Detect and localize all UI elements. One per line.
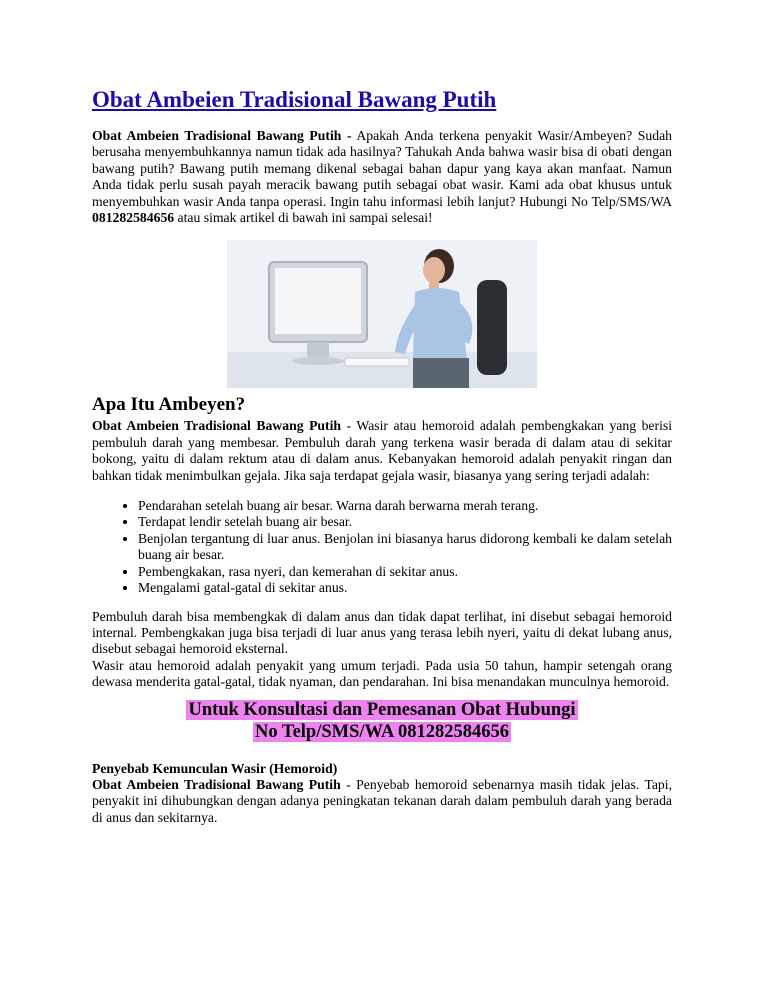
list-item: • Benjolan tergantung di luar anus. Benjolan ini biasanya harus didorong kembali ke dalam setelah buang air besar. <box>138 531 672 564</box>
list-item: • Terdapat lendir setelah buang air besar. <box>138 514 672 530</box>
callout-line-1: Untuk Konsultasi dan Pemesanan Obat Hubungi <box>188 699 576 720</box>
list-item: • Mengalami gatal-gatal di sekitar anus. <box>138 580 672 596</box>
document-page <box>92 86 672 826</box>
list-item: • Pembengkakan, rasa nyeri, dan kemerahan di sekitar anus. <box>138 564 672 580</box>
section2-text: - Penyebab hemoroid sebenarnya masih tidak jelas. Tapi, penyakit ini dihubungkan dengan adanya peningkatan tekanan darah dalam pembuluh darah yang berada di anus dan sekitarnya. <box>92 776 672 825</box>
section1-paragraph <box>92 418 672 484</box>
section1-text: - Wasir atau hemoroid adalah pembengkakan yang berisi pembuluh darah yang membesar. Pembuluh darah yang terkena wasir berada di dalam atau di sekitar bokong, yaitu di dalam rektum atau di dalam anus. Kebanyakan hemoroid adalah penyakit ringan dan bahkan tidak menimbulkan gejala. Jika saja terdapat gejala wasir, biasanya yang sering terjadi adalah: <box>92 418 672 483</box>
page-title <box>92 86 672 114</box>
intro-tail: atau simak artikel di bawah ini sampai selesai! <box>174 210 433 226</box>
section2-paragraph <box>92 777 672 826</box>
intro-paragraph <box>92 128 672 226</box>
contact-callout <box>92 699 672 743</box>
hero-illustration <box>227 240 537 388</box>
symptom-list <box>92 498 672 596</box>
section1-paragraph-2: Pembuluh darah bisa membengkak di dalam anus dan tidak dapat terlihat, ini disebut sebagai hemoroid internal. Pembengkakan juga bisa terjadi di luar anus yang terasa lebih nyeri, yaitu di dekat lubang anus, disebut sebagai hemoroid eksternal. <box>92 608 672 657</box>
intro-phone: 081282584656 <box>92 210 175 226</box>
list-item: • Pendarahan setelah buang air besar. Warna darah berwarna merah terang. <box>138 498 672 514</box>
section-heading-apa-itu-ambeyen: Apa Itu Ambeyen? <box>92 394 246 416</box>
section-heading-penyebab: Penyebab Kemunculan Wasir (Hemoroid) <box>92 760 338 776</box>
callout-line-2: No Telp/SMS/WA 081282584656 <box>255 721 509 742</box>
section1-lead: Obat Ambeien Tradisional Bawang Putih <box>92 418 342 434</box>
section2-lead: Obat Ambeien Tradisional Bawang Putih <box>92 776 341 792</box>
intro-text: Apakah Anda terkena penyakit Wasir/Ambeyen? Sudah berusaha menyembuhkannya namun tidak ada hasilnya? Tahukah Anda bahwa wasir bisa di obati dengan bawang putih? Bawang putih memang dikenal sebagai bahan dapur yang kaya akan manfaat. Namun Anda tidak perlu susah payah meracik bawang putih sebagai obat wasir. Kami ada obat khusus untuk menyembuhkan wasir Anda tanpa operasi. Ingin tahu informasi lebih lanjut? Hubungi No Telp/SMS/WA <box>92 128 672 209</box>
intro-lead: Obat Ambeien Tradisional Bawang Putih - <box>92 128 352 143</box>
hero-image-woman-at-computer <box>227 240 537 388</box>
section1-paragraph-3: Wasir atau hemoroid adalah penyakit yang umum terjadi. Pada usia 50 tahun, hampir setengah orang dewasa menderita gatal-gatal, tidak nyaman, dan pendarahan. Ini bisa menandakan munculnya hemoroid. <box>92 657 672 690</box>
title-link[interactable]: Obat Ambeien Tradisional Bawang Putih <box>92 87 497 112</box>
